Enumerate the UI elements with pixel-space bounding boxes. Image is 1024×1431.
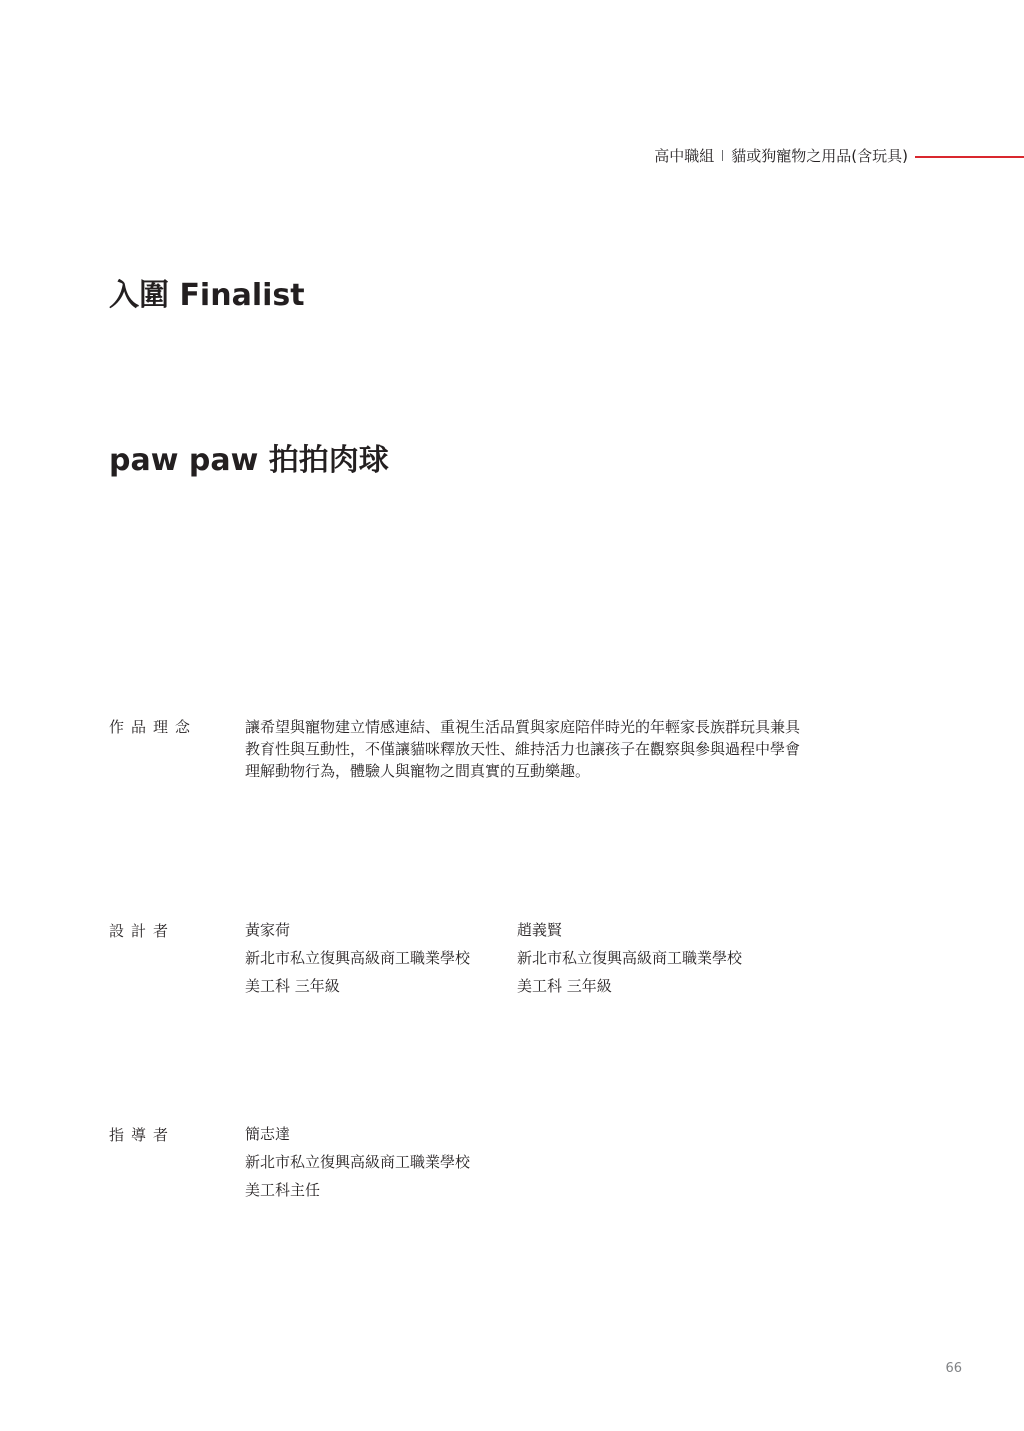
designer-info xyxy=(517,916,742,1000)
work-title: paw paw 拍拍肉球 xyxy=(109,443,389,478)
advisor-info xyxy=(245,1120,470,1204)
header-category-text xyxy=(654,145,908,167)
header-subcategory: 貓或狗寵物之用品(含玩具) xyxy=(731,147,908,165)
designer-name: 黃家荷 xyxy=(245,921,291,939)
designer-department: 美工科 三年級 xyxy=(245,977,340,995)
page-number: 66 xyxy=(945,1361,962,1376)
advisor-name: 簡志達 xyxy=(245,1125,291,1143)
award-title: 入圍 Finalist xyxy=(109,278,305,313)
designer-school: 新北市私立復興高級商工職業學校 xyxy=(517,949,743,967)
concept-line: 教育性與互動性，不僅讓貓咪釋放天性、維持活力也讓孩子在觀察與參與過程中學會 xyxy=(245,740,801,758)
concept-text xyxy=(245,716,870,782)
designer-school: 新北市私立復興高級商工職業學校 xyxy=(245,949,471,967)
concept-label: 作品理念 xyxy=(109,718,198,736)
header-separator xyxy=(722,150,723,161)
concept-line: 讓希望與寵物建立情感連結、重視生活品質與家庭陪伴時光的年輕家長族群玩具兼具 xyxy=(245,718,801,736)
header-category: 高中職組 xyxy=(654,147,715,165)
designers-label: 設計者 xyxy=(109,922,176,940)
designer-name: 趙義賢 xyxy=(517,921,563,939)
concept-line: 理解動物行為，體驗人與寵物之間真實的互動樂趣。 xyxy=(245,762,591,780)
advisors-label: 指導者 xyxy=(109,1126,176,1144)
page-header xyxy=(0,145,1024,169)
designer-department: 美工科 三年級 xyxy=(517,977,612,995)
advisor-department: 美工科主任 xyxy=(245,1181,321,1199)
designer-info xyxy=(245,916,470,1000)
advisor-school: 新北市私立復興高級商工職業學校 xyxy=(245,1153,471,1171)
header-rule xyxy=(915,156,1024,158)
